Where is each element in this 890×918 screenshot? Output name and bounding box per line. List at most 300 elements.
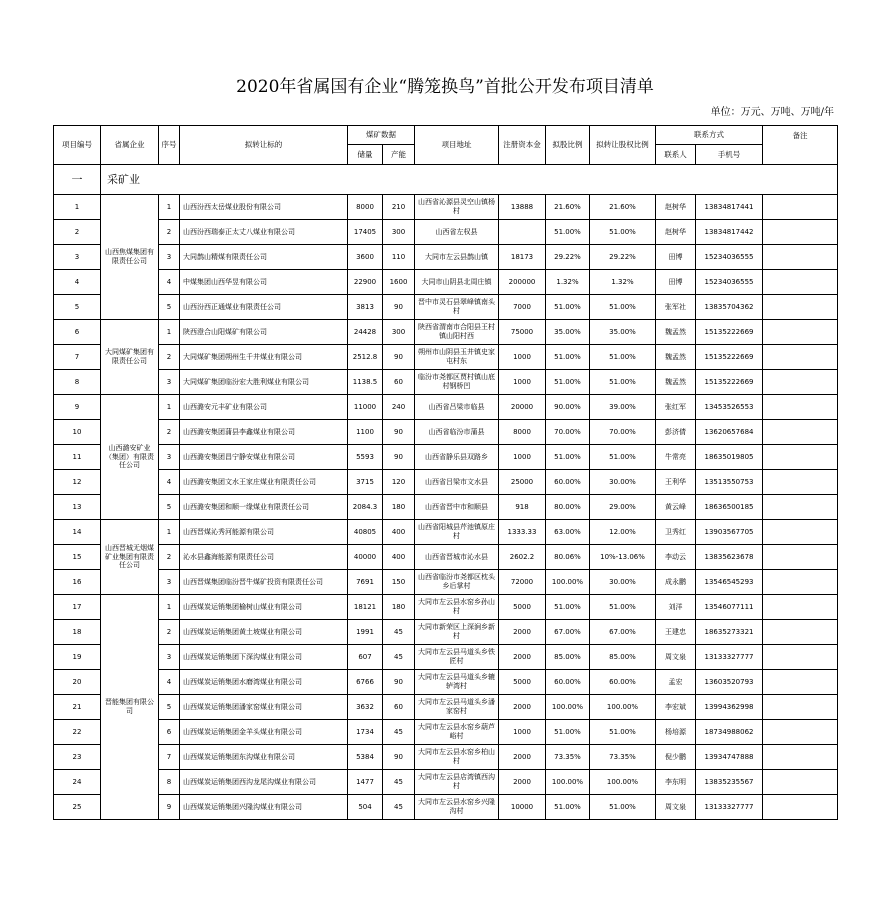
- row-seq: 3: [159, 570, 180, 595]
- row-equity: 51.00%: [546, 445, 590, 470]
- row-capital: 5000: [499, 595, 546, 620]
- row-equity: 67.00%: [546, 620, 590, 645]
- header-coal-data: 煤矿数据: [348, 126, 415, 145]
- row-target: 山西潞安集团文水王家庄煤业有限责任公司: [180, 470, 348, 495]
- row-seq: 2: [159, 545, 180, 570]
- row-address: 山西省晋城市沁水县: [415, 545, 499, 570]
- row-reserve: 18121: [348, 595, 383, 620]
- row-address: 大同市左云县马道头乡铁匠村: [415, 645, 499, 670]
- row-note: [763, 720, 838, 745]
- row-reserve: 504: [348, 795, 383, 820]
- row-reserve: 7691: [348, 570, 383, 595]
- row-reserve: 5384: [348, 745, 383, 770]
- row-capacity: 110: [383, 245, 415, 270]
- row-id: 20: [54, 670, 101, 695]
- row-person: 周文泉: [656, 645, 696, 670]
- row-phone: 13620657684: [696, 420, 763, 445]
- row-target: 山西汾西太岳煤业股份有限公司: [180, 195, 348, 220]
- company-cell: 山西潞安矿业（集团）有限责任公司: [101, 395, 159, 520]
- table-row: [54, 545, 838, 570]
- row-target: 山西潞安集团昌宁静安煤业有限公司: [180, 445, 348, 470]
- row-seq: 1: [159, 395, 180, 420]
- table-row: [54, 445, 838, 470]
- section-row: [54, 165, 838, 195]
- header-target: 拟转让标的: [180, 126, 348, 165]
- row-target: 山西潞安元丰矿业有限公司: [180, 395, 348, 420]
- row-phone: 13513550753: [696, 470, 763, 495]
- header-company: 省属企业: [101, 126, 159, 165]
- row-person: 牛常亮: [656, 445, 696, 470]
- table-row: [54, 245, 838, 270]
- row-note: [763, 445, 838, 470]
- row-transfer: 39.00%: [590, 395, 656, 420]
- row-reserve: 40805: [348, 520, 383, 545]
- table-row: [54, 620, 838, 645]
- row-id: 5: [54, 295, 101, 320]
- table-row: [54, 770, 838, 795]
- row-reserve: 40000: [348, 545, 383, 570]
- table-row: [54, 220, 838, 245]
- row-transfer: 12.00%: [590, 520, 656, 545]
- row-person: 赵树华: [656, 220, 696, 245]
- row-target: 山西晋煤集团临汾晋牛煤矿投资有限责任公司: [180, 570, 348, 595]
- row-reserve: 607: [348, 645, 383, 670]
- row-note: [763, 295, 838, 320]
- row-person: 李宏斌: [656, 695, 696, 720]
- row-seq: 8: [159, 770, 180, 795]
- row-phone: 13834817441: [696, 195, 763, 220]
- row-capital: 1000: [499, 345, 546, 370]
- row-transfer: 51.00%: [590, 795, 656, 820]
- row-id: 16: [54, 570, 101, 595]
- header-phone: 手机号: [696, 145, 763, 165]
- table-row: [54, 645, 838, 670]
- row-capacity: 45: [383, 645, 415, 670]
- row-note: [763, 620, 838, 645]
- row-equity: 100.00%: [546, 570, 590, 595]
- row-transfer: 85.00%: [590, 645, 656, 670]
- row-note: [763, 245, 838, 270]
- row-id: 22: [54, 720, 101, 745]
- row-id: 2: [54, 220, 101, 245]
- table-row: [54, 745, 838, 770]
- row-id: 12: [54, 470, 101, 495]
- row-equity: 51.00%: [546, 795, 590, 820]
- row-seq: 2: [159, 220, 180, 245]
- row-equity: 100.00%: [546, 695, 590, 720]
- row-target: 山西煤炭运销集团金羊头煤业有限公司: [180, 720, 348, 745]
- row-phone: 13603520793: [696, 670, 763, 695]
- table-row: [54, 470, 838, 495]
- row-id: 19: [54, 645, 101, 670]
- row-seq: 2: [159, 345, 180, 370]
- row-note: [763, 195, 838, 220]
- header-id: 项目编号: [54, 126, 101, 165]
- table-row: [54, 720, 838, 745]
- row-target: 大同鹊山精煤有限责任公司: [180, 245, 348, 270]
- row-id: 18: [54, 620, 101, 645]
- row-capacity: 90: [383, 670, 415, 695]
- row-target: 沁水县鑫海能源有限责任公司: [180, 545, 348, 570]
- row-capital: 2000: [499, 695, 546, 720]
- row-equity: 70.00%: [546, 420, 590, 445]
- row-capital: 918: [499, 495, 546, 520]
- row-capacity: 300: [383, 220, 415, 245]
- table-row: [54, 695, 838, 720]
- row-target: 山西煤炭运销集团下深沟煤业有限公司: [180, 645, 348, 670]
- row-address: 山西省左权县: [415, 220, 499, 245]
- row-capital: [499, 220, 546, 245]
- row-capacity: 240: [383, 395, 415, 420]
- row-seq: 5: [159, 695, 180, 720]
- row-capacity: 210: [383, 195, 415, 220]
- row-note: [763, 370, 838, 395]
- row-capital: 2000: [499, 745, 546, 770]
- row-person: 田博: [656, 245, 696, 270]
- row-note: [763, 695, 838, 720]
- row-phone: 13835623678: [696, 545, 763, 570]
- row-person: 王利华: [656, 470, 696, 495]
- row-id: 1: [54, 195, 101, 220]
- row-seq: 3: [159, 245, 180, 270]
- row-equity: 35.00%: [546, 320, 590, 345]
- row-phone: 13133327777: [696, 795, 763, 820]
- row-reserve: 2084.3: [348, 495, 383, 520]
- row-reserve: 1991: [348, 620, 383, 645]
- row-capital: 75000: [499, 320, 546, 345]
- row-capital: 20000: [499, 395, 546, 420]
- section-name: 采矿业: [101, 165, 838, 195]
- row-person: 李东明: [656, 770, 696, 795]
- row-reserve: 8000: [348, 195, 383, 220]
- header-person: 联系人: [656, 145, 696, 165]
- row-capacity: 150: [383, 570, 415, 595]
- row-capital: 7000: [499, 295, 546, 320]
- row-phone: 15234036555: [696, 245, 763, 270]
- row-equity: 51.00%: [546, 595, 590, 620]
- row-transfer: 21.60%: [590, 195, 656, 220]
- row-target: 山西煤炭运销集团东沟煤业有限公司: [180, 745, 348, 770]
- row-capacity: 60: [383, 695, 415, 720]
- row-phone: 15135222669: [696, 320, 763, 345]
- row-capital: 18173: [499, 245, 546, 270]
- row-capacity: 90: [383, 445, 415, 470]
- row-id: 6: [54, 320, 101, 345]
- row-reserve: 3715: [348, 470, 383, 495]
- row-phone: 13994362998: [696, 695, 763, 720]
- row-equity: 1.32%: [546, 270, 590, 295]
- row-capacity: 120: [383, 470, 415, 495]
- row-target: 山西煤炭运销集团西沟龙尾沟煤业有限公司: [180, 770, 348, 795]
- row-capacity: 400: [383, 520, 415, 545]
- row-target: 山西煤炭运销集团兴隆沟煤业有限公司: [180, 795, 348, 820]
- table-row: [54, 595, 838, 620]
- row-capacity: 45: [383, 770, 415, 795]
- row-id: 14: [54, 520, 101, 545]
- row-capital: 200000: [499, 270, 546, 295]
- row-target: 山西煤炭运销集团水磨湾煤业有限公司: [180, 670, 348, 695]
- row-phone: 18734988062: [696, 720, 763, 745]
- row-capacity: 90: [383, 295, 415, 320]
- row-note: [763, 470, 838, 495]
- row-id: 8: [54, 370, 101, 395]
- table-row: [54, 520, 838, 545]
- row-equity: 80.00%: [546, 495, 590, 520]
- row-phone: 18635273321: [696, 620, 763, 645]
- row-target: 山西煤炭运销集团榆树山煤业有限公司: [180, 595, 348, 620]
- row-note: [763, 345, 838, 370]
- row-transfer: 30.00%: [590, 570, 656, 595]
- row-capacity: 90: [383, 420, 415, 445]
- row-phone: 13453526553: [696, 395, 763, 420]
- row-person: 倪少鹏: [656, 745, 696, 770]
- table-row: [54, 420, 838, 445]
- row-id: 3: [54, 245, 101, 270]
- row-person: 成永鹏: [656, 570, 696, 595]
- row-id: 9: [54, 395, 101, 420]
- row-transfer: 60.00%: [590, 670, 656, 695]
- row-capital: 1000: [499, 720, 546, 745]
- row-person: 彭济倩: [656, 420, 696, 445]
- row-person: 刘洋: [656, 595, 696, 620]
- row-note: [763, 495, 838, 520]
- header-capital: 注册资本金: [499, 126, 546, 165]
- row-person: 孟宏: [656, 670, 696, 695]
- header-note-blank: [763, 145, 838, 165]
- row-person: 张红军: [656, 395, 696, 420]
- row-seq: 1: [159, 195, 180, 220]
- row-transfer: 73.35%: [590, 745, 656, 770]
- row-equity: 51.00%: [546, 295, 590, 320]
- row-equity: 51.00%: [546, 720, 590, 745]
- header-seq: 序号: [159, 126, 180, 165]
- row-capacity: 45: [383, 620, 415, 645]
- row-capacity: 400: [383, 545, 415, 570]
- row-transfer: 70.00%: [590, 420, 656, 445]
- table-row: [54, 320, 838, 345]
- row-note: [763, 795, 838, 820]
- row-phone: 13934747888: [696, 745, 763, 770]
- row-transfer: 51.00%: [590, 295, 656, 320]
- row-phone: 18636500185: [696, 495, 763, 520]
- row-transfer: 29.00%: [590, 495, 656, 520]
- table-row: [54, 495, 838, 520]
- row-note: [763, 395, 838, 420]
- header-transfer: 拟转让股权比例: [590, 126, 656, 165]
- row-target: 山西煤炭运销集团黄土坡煤业有限公司: [180, 620, 348, 645]
- row-transfer: 51.00%: [590, 345, 656, 370]
- row-person: 魏孟然: [656, 345, 696, 370]
- row-equity: 60.00%: [546, 670, 590, 695]
- row-note: [763, 320, 838, 345]
- row-person: 周文泉: [656, 795, 696, 820]
- table-row: [54, 370, 838, 395]
- row-equity: 85.00%: [546, 645, 590, 670]
- row-person: 卫秀红: [656, 520, 696, 545]
- project-table: [53, 125, 838, 820]
- row-address: 山西省晋中市和顺县: [415, 495, 499, 520]
- row-transfer: 100.00%: [590, 695, 656, 720]
- row-reserve: 6766: [348, 670, 383, 695]
- row-note: [763, 545, 838, 570]
- row-id: 25: [54, 795, 101, 820]
- row-id: 21: [54, 695, 101, 720]
- row-address: 大同市左云县马道头乡潘家窑村: [415, 695, 499, 720]
- row-capacity: 45: [383, 720, 415, 745]
- row-seq: 1: [159, 595, 180, 620]
- row-reserve: 1734: [348, 720, 383, 745]
- row-person: 赵树华: [656, 195, 696, 220]
- row-note: [763, 570, 838, 595]
- row-seq: 4: [159, 270, 180, 295]
- row-transfer: 29.22%: [590, 245, 656, 270]
- row-capacity: 60: [383, 370, 415, 395]
- row-note: [763, 270, 838, 295]
- table-row: [54, 295, 838, 320]
- row-address: 山西省吕梁市临县: [415, 395, 499, 420]
- row-target: 山西晋煤沁秀河能源有限公司: [180, 520, 348, 545]
- table-body: [54, 165, 838, 820]
- row-address: 大同市左云县水窑乡孙山村: [415, 595, 499, 620]
- table-row: [54, 345, 838, 370]
- header-note: 备注: [763, 126, 838, 145]
- company-cell: 山西焦煤集团有限责任公司: [101, 195, 159, 320]
- row-phone: 13546545293: [696, 570, 763, 595]
- row-equity: 60.00%: [546, 470, 590, 495]
- row-target: 大同煤矿集团朔州生千井煤业有限公司: [180, 345, 348, 370]
- row-note: [763, 520, 838, 545]
- row-phone: 13835235567: [696, 770, 763, 795]
- row-note: [763, 420, 838, 445]
- row-person: 黄云峰: [656, 495, 696, 520]
- header-address: 项目地址: [415, 126, 499, 165]
- row-reserve: 17405: [348, 220, 383, 245]
- row-seq: 4: [159, 670, 180, 695]
- row-transfer: 51.00%: [590, 595, 656, 620]
- row-reserve: 11000: [348, 395, 383, 420]
- row-capacity: 1600: [383, 270, 415, 295]
- row-seq: 9: [159, 795, 180, 820]
- row-transfer: 35.00%: [590, 320, 656, 345]
- row-address: 山西省静乐县双路乡: [415, 445, 499, 470]
- row-seq: 3: [159, 445, 180, 470]
- row-person: 张军社: [656, 295, 696, 320]
- table-row: [54, 670, 838, 695]
- row-address: 山西省沁源县灵空山镇杨村: [415, 195, 499, 220]
- row-transfer: 51.00%: [590, 220, 656, 245]
- header-capacity: 产能: [383, 145, 415, 165]
- row-reserve: 24428: [348, 320, 383, 345]
- row-transfer: 10%-13.06%: [590, 545, 656, 570]
- row-reserve: 1477: [348, 770, 383, 795]
- row-target: 山西潞安集团和顺一缘煤业有限责任公司: [180, 495, 348, 520]
- header-equity: 拟股比例: [546, 126, 590, 165]
- row-capital: 8000: [499, 420, 546, 445]
- row-seq: 2: [159, 420, 180, 445]
- header-reserve: 储量: [348, 145, 383, 165]
- row-address: 山西省临汾市尧都区枕头乡后掌村: [415, 570, 499, 595]
- row-capital: 1000: [499, 445, 546, 470]
- row-address: 陕西省渭南市合阳县王村镇山阳村西: [415, 320, 499, 345]
- row-address: 朔州市山阴县玉井镇史家屯村东: [415, 345, 499, 370]
- table-row: [54, 270, 838, 295]
- row-phone: 13133327777: [696, 645, 763, 670]
- row-equity: 80.06%: [546, 545, 590, 570]
- row-seq: 6: [159, 720, 180, 745]
- row-capital: 13888: [499, 195, 546, 220]
- company-cell: 晋能集团有限公司: [101, 595, 159, 820]
- row-capital: 2602.2: [499, 545, 546, 570]
- row-person: 魏孟然: [656, 370, 696, 395]
- row-transfer: 30.00%: [590, 470, 656, 495]
- row-target: 山西煤炭运销集团潘家窑煤业有限公司: [180, 695, 348, 720]
- row-id: 11: [54, 445, 101, 470]
- row-address: 大同市山阴县北周庄镇: [415, 270, 499, 295]
- row-phone: 18635019805: [696, 445, 763, 470]
- row-id: 23: [54, 745, 101, 770]
- row-id: 24: [54, 770, 101, 795]
- row-reserve: 3813: [348, 295, 383, 320]
- row-capital: 1000: [499, 370, 546, 395]
- row-equity: 51.00%: [546, 370, 590, 395]
- row-phone: 15135222669: [696, 370, 763, 395]
- row-seq: 7: [159, 745, 180, 770]
- row-transfer: 51.00%: [590, 720, 656, 745]
- row-seq: 1: [159, 520, 180, 545]
- company-cell: 大同煤矿集团有限责任公司: [101, 320, 159, 395]
- row-transfer: 1.32%: [590, 270, 656, 295]
- row-capital: 2000: [499, 645, 546, 670]
- table-row: [54, 395, 838, 420]
- header-contact: 联系方式: [656, 126, 763, 145]
- row-note: [763, 220, 838, 245]
- row-target: 山西潞安集团蒲县李鑫煤业有限公司: [180, 420, 348, 445]
- row-capital: 5000: [499, 670, 546, 695]
- row-equity: 90.00%: [546, 395, 590, 420]
- row-person: 田博: [656, 270, 696, 295]
- row-equity: 100.00%: [546, 770, 590, 795]
- row-capital: 25000: [499, 470, 546, 495]
- row-reserve: 3632: [348, 695, 383, 720]
- row-id: 7: [54, 345, 101, 370]
- row-capacity: 180: [383, 495, 415, 520]
- row-capital: 2000: [499, 620, 546, 645]
- row-seq: 5: [159, 295, 180, 320]
- table-row: [54, 795, 838, 820]
- row-id: 4: [54, 270, 101, 295]
- row-address: 山西省临汾市蒲县: [415, 420, 499, 445]
- row-person: 杨培源: [656, 720, 696, 745]
- row-reserve: 5593: [348, 445, 383, 470]
- row-capacity: 90: [383, 745, 415, 770]
- row-person: 李动云: [656, 545, 696, 570]
- row-reserve: 1100: [348, 420, 383, 445]
- row-note: [763, 770, 838, 795]
- row-phone: 13834817442: [696, 220, 763, 245]
- row-address: 大同市左云县鹊山镇: [415, 245, 499, 270]
- row-seq: 1: [159, 320, 180, 345]
- row-equity: 51.00%: [546, 220, 590, 245]
- section-number: 一: [54, 165, 101, 195]
- row-address: 大同市新荣区上深涧乡新村: [415, 620, 499, 645]
- row-equity: 73.35%: [546, 745, 590, 770]
- row-id: 15: [54, 545, 101, 570]
- row-address: 大同市左云县店湾镇西沟村: [415, 770, 499, 795]
- table-row: [54, 195, 838, 220]
- unit-note: 单位：万元、万吨、万吨/年: [710, 107, 834, 118]
- row-transfer: 67.00%: [590, 620, 656, 645]
- row-capacity: 300: [383, 320, 415, 345]
